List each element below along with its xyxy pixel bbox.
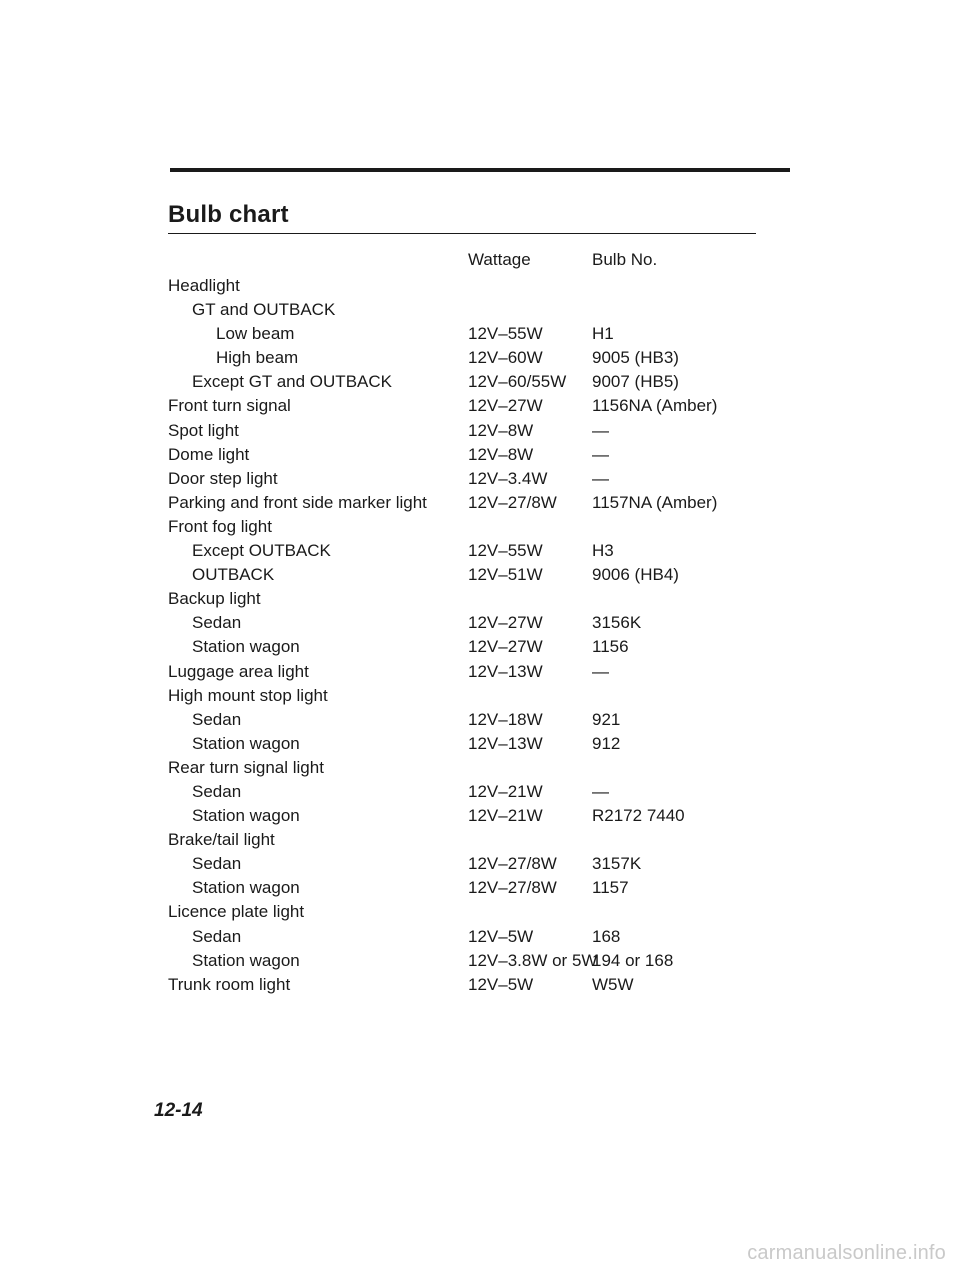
row-item-label: High mount stop light	[168, 685, 328, 705]
row-bulb-number: 1156NA (Amber)	[592, 396, 718, 416]
row-wattage: 12V–21W	[468, 781, 543, 801]
title-rule	[168, 233, 756, 234]
row-item-label: Station wagon	[192, 637, 300, 657]
row-wattage: 12V–13W	[468, 733, 543, 753]
table-row	[168, 515, 788, 539]
watermark: carmanualsonline.info	[747, 1242, 946, 1264]
table-row	[168, 370, 788, 394]
row-wattage: 12V–27W	[468, 637, 543, 657]
row-wattage: 12V–51W	[468, 565, 543, 585]
row-wattage: 12V–27/8W	[468, 854, 557, 874]
table-row	[168, 611, 788, 635]
row-bulb-number: 1156	[592, 637, 629, 657]
row-bulb-number: W5W	[592, 974, 634, 994]
row-bulb-number: 3157K	[592, 854, 642, 874]
row-bulb-number: 9006 (HB4)	[592, 565, 679, 585]
row-wattage: 12V–60/55W	[468, 372, 567, 392]
row-item-label: Luggage area light	[168, 661, 309, 681]
wattage-column-header: Wattage	[468, 250, 531, 269]
row-wattage: 12V–27W	[468, 396, 543, 416]
page-title: Bulb chart	[168, 201, 289, 228]
table-row	[168, 491, 788, 515]
row-item-label: Parking and front side marker light	[168, 492, 427, 512]
row-item-label: Rear turn signal light	[168, 757, 324, 777]
table-row	[168, 298, 788, 322]
table-row	[168, 684, 788, 708]
row-item-label: Sedan	[192, 613, 242, 633]
table-row	[168, 467, 788, 491]
row-wattage: 12V–55W	[468, 541, 543, 561]
row-item-label: Backup light	[168, 589, 261, 609]
row-bulb-number: R2172 7440	[592, 806, 685, 826]
row-wattage: 12V–8W	[468, 444, 534, 464]
row-bulb-number: —	[592, 661, 609, 681]
table-row	[168, 394, 788, 418]
table-row	[168, 419, 788, 443]
table-row	[168, 852, 788, 876]
row-item-label: Front fog light	[168, 516, 272, 536]
table-header	[168, 250, 788, 274]
row-wattage: 12V–13W	[468, 661, 543, 681]
row-item-label: Station wagon	[192, 950, 300, 970]
table-row	[168, 587, 788, 611]
table-row	[168, 925, 788, 949]
row-bulb-number: 1157NA (Amber)	[592, 492, 718, 512]
table-row	[168, 828, 788, 852]
row-item-label: OUTBACK	[192, 565, 275, 585]
row-item-label: Sedan	[192, 709, 242, 729]
row-bulb-number: —	[592, 420, 609, 440]
row-bulb-number: 3156K	[592, 613, 642, 633]
table-row	[168, 780, 788, 804]
row-wattage: 12V–60W	[468, 348, 543, 368]
table-row	[168, 949, 788, 973]
row-item-label: Front turn signal	[168, 396, 291, 416]
row-wattage: 12V–55W	[468, 324, 543, 344]
page-number: 12-14	[154, 1100, 203, 1121]
row-item-label: Station wagon	[192, 878, 300, 898]
table-row	[168, 274, 788, 298]
row-item-label: Door step light	[168, 468, 278, 488]
row-wattage: 12V–27/8W	[468, 878, 557, 898]
row-wattage: 12V–3.4W	[468, 468, 548, 488]
row-bulb-number: H3	[592, 541, 614, 561]
table-row	[168, 346, 788, 370]
row-wattage: 12V–27/8W	[468, 492, 557, 512]
row-item-label: Station wagon	[192, 733, 300, 753]
row-item-label: Headlight	[168, 276, 240, 295]
row-bulb-number: 1157	[592, 878, 629, 898]
row-bulb-number: 912	[592, 733, 621, 753]
bulb-number-column-header: Bulb No.	[592, 250, 658, 269]
row-item-label: Licence plate light	[168, 902, 305, 922]
row-wattage: 12V–18W	[468, 709, 543, 729]
table-row	[168, 539, 788, 563]
row-item-label: Spot light	[168, 420, 239, 440]
row-bulb-number: 9005 (HB3)	[592, 348, 679, 368]
table-row	[168, 635, 788, 659]
row-item-label: Sedan	[192, 854, 242, 874]
row-item-label: Low beam	[216, 324, 295, 344]
row-item-label: Except GT and OUTBACK	[192, 372, 392, 392]
row-item-label: Station wagon	[192, 806, 300, 826]
row-bulb-number: 194 or 168	[592, 950, 674, 970]
table-row	[168, 876, 788, 900]
row-bulb-number: 168	[592, 926, 621, 946]
row-item-label: Dome light	[168, 444, 250, 464]
table-row	[168, 660, 788, 684]
row-wattage: 12V–8W	[468, 420, 534, 440]
table-row	[168, 756, 788, 780]
table-row	[168, 900, 788, 924]
table-row	[168, 804, 788, 828]
row-item-label: GT and OUTBACK	[192, 300, 336, 320]
top-rule	[170, 168, 790, 172]
table-row	[168, 732, 788, 756]
table-row	[168, 708, 788, 732]
row-item-label: Sedan	[192, 926, 242, 946]
table-row	[168, 973, 788, 997]
table-row	[168, 563, 788, 587]
row-item-label: Sedan	[192, 781, 242, 801]
bulb-table	[168, 274, 788, 997]
row-bulb-number: 921	[592, 709, 621, 729]
row-item-label: Except OUTBACK	[192, 541, 331, 561]
table-row	[168, 322, 788, 346]
row-bulb-number: —	[592, 781, 609, 801]
row-item-label: Brake/tail light	[168, 830, 275, 850]
row-wattage: 12V–21W	[468, 806, 543, 826]
row-item-label: Trunk room light	[168, 974, 291, 994]
row-bulb-number: H1	[592, 324, 614, 344]
row-wattage: 12V–3.8W or 5W	[468, 950, 598, 970]
row-bulb-number: 9007 (HB5)	[592, 372, 679, 392]
table-row	[168, 443, 788, 467]
row-bulb-number: —	[592, 468, 609, 488]
row-wattage: 12V–27W	[468, 613, 543, 633]
row-wattage: 12V–5W	[468, 974, 534, 994]
row-item-label: High beam	[216, 348, 299, 368]
row-bulb-number: —	[592, 444, 609, 464]
row-wattage: 12V–5W	[468, 926, 534, 946]
